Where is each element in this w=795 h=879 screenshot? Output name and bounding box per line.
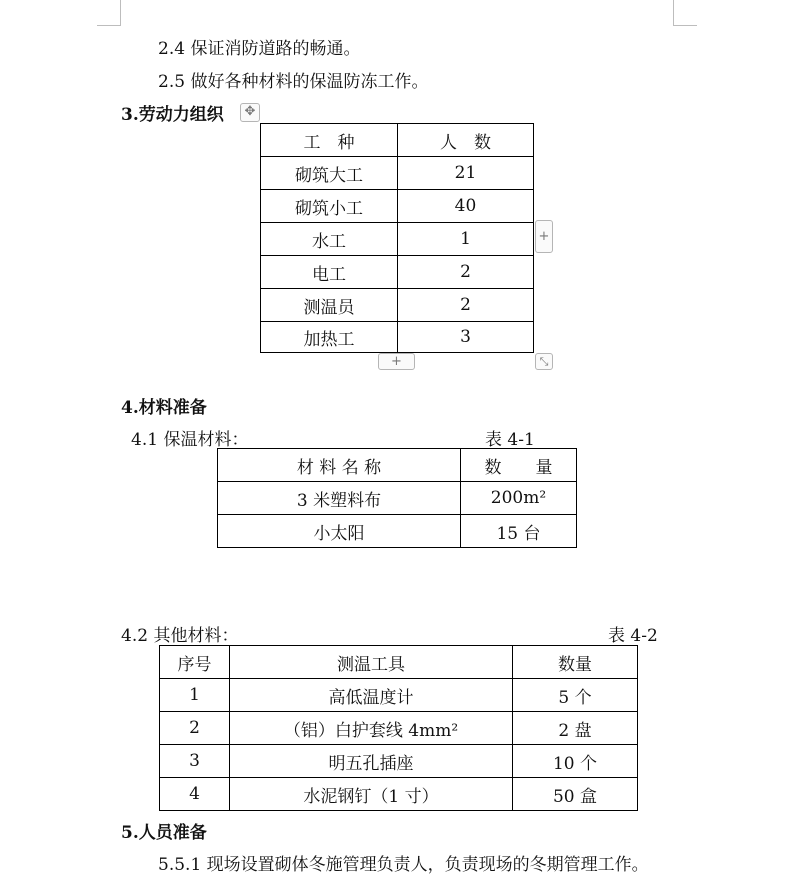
table-4-1-header: 数 量 bbox=[461, 449, 577, 482]
page-corner-mark-left-h bbox=[97, 25, 121, 26]
move-handle-icon[interactable]: ✥ bbox=[240, 103, 260, 122]
table-4-2-cell: 10 个 bbox=[513, 745, 638, 778]
table-4-2-cell: 1 bbox=[160, 679, 230, 712]
labor-table bbox=[260, 123, 534, 353]
paragraph-2-4: 2.4 保证消防道路的畅通。 bbox=[158, 39, 361, 59]
table-4-2-cell: 2 盘 bbox=[513, 712, 638, 745]
table-4-1-cell: 小太阳 bbox=[218, 515, 461, 548]
labor-table-cell: 测温员 bbox=[261, 289, 398, 322]
heading-material-prep: 4.材料准备 bbox=[121, 398, 207, 418]
table-4-2-cell: 50 盒 bbox=[513, 778, 638, 811]
labor-table-cell: 砌筑小工 bbox=[261, 190, 398, 223]
paragraph-5-5-1: 5.5.1 现场设置砌体冬施管理负责人，负责现场的冬期管理工作。 bbox=[158, 855, 649, 875]
labor-table-header: 工 种 bbox=[261, 124, 398, 157]
table-4-2-cell: 高低温度计 bbox=[230, 679, 513, 712]
subheading-insulation-materials: 4.1 保温材料： bbox=[131, 430, 249, 450]
heading-labor-organization: 3.劳动力组织 bbox=[121, 105, 224, 125]
table-4-1-header: 材 料 名 称 bbox=[218, 449, 461, 482]
page-corner-mark-left bbox=[120, 0, 121, 26]
table-4-2-cell: 水泥钢钉（1 寸） bbox=[230, 778, 513, 811]
page-corner-mark-right bbox=[673, 0, 674, 26]
labor-table-cell: 3 bbox=[398, 322, 534, 353]
labor-table-cell: 40 bbox=[398, 190, 534, 223]
table-4-2-cell: 4 bbox=[160, 778, 230, 811]
add-row-icon[interactable]: + bbox=[378, 353, 415, 370]
table-4-1-cell: 200m² bbox=[461, 482, 577, 515]
table-4-2-header: 测温工具 bbox=[230, 646, 513, 679]
page-corner-mark-right-h bbox=[673, 25, 697, 26]
labor-table-cell: 2 bbox=[398, 289, 534, 322]
labor-table-cell: 砌筑大工 bbox=[261, 157, 398, 190]
table-4-2-cell: 5 个 bbox=[513, 679, 638, 712]
table-4-2-header: 序号 bbox=[160, 646, 230, 679]
subheading-other-materials: 4.2 其他材料： bbox=[121, 626, 239, 646]
table-4-2-header: 数量 bbox=[513, 646, 638, 679]
table-4-2-cell: 3 bbox=[160, 745, 230, 778]
labor-table-cell: 2 bbox=[398, 256, 534, 289]
labor-table-cell: 水工 bbox=[261, 223, 398, 256]
table-caption-4-1: 表 4-1 bbox=[485, 430, 535, 450]
add-column-icon[interactable]: + bbox=[535, 220, 553, 253]
table-4-2-cell: 2 bbox=[160, 712, 230, 745]
labor-table-cell: 电工 bbox=[261, 256, 398, 289]
other-materials-table bbox=[159, 645, 638, 811]
insulation-materials-table bbox=[217, 448, 577, 548]
labor-table-cell: 加热工 bbox=[261, 322, 398, 353]
labor-table-cell: 21 bbox=[398, 157, 534, 190]
table-4-2-cell: 明五孔插座 bbox=[230, 745, 513, 778]
table-4-1-cell: 3 米塑料布 bbox=[218, 482, 461, 515]
labor-table-header: 人 数 bbox=[398, 124, 534, 157]
labor-table-cell: 1 bbox=[398, 223, 534, 256]
paragraph-2-5: 2.5 做好各种材料的保温防冻工作。 bbox=[158, 72, 429, 92]
table-4-1-cell: 15 台 bbox=[461, 515, 577, 548]
table-caption-4-2: 表 4-2 bbox=[608, 626, 658, 646]
heading-personnel-prep: 5.人员准备 bbox=[121, 823, 207, 843]
resize-handle-icon[interactable]: ⤡ bbox=[535, 353, 553, 370]
table-4-2-cell: （铝）白护套线 4mm² bbox=[230, 712, 513, 745]
